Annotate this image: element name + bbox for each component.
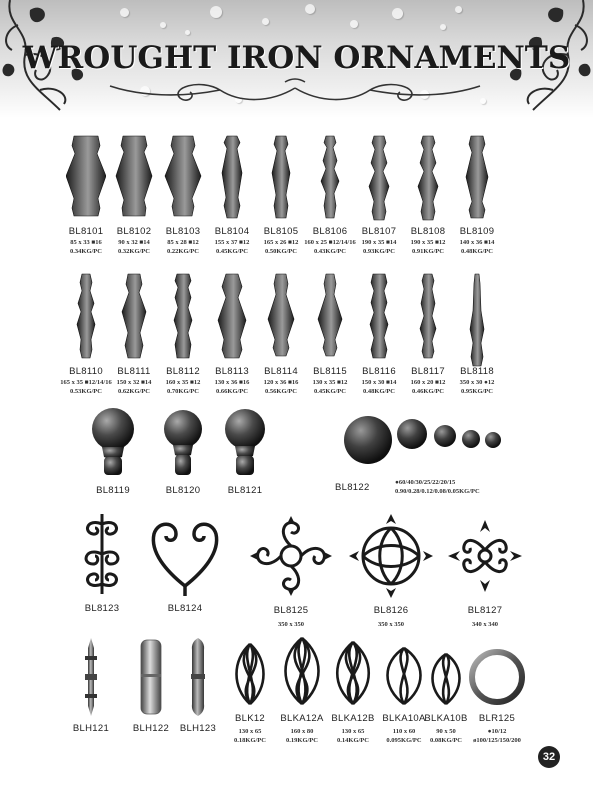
product-code: BL8119 [96, 485, 130, 496]
product-item [60, 272, 112, 395]
product-item [210, 405, 280, 496]
product-weight: 0.93KG/PC [363, 248, 395, 255]
product-item [354, 134, 404, 255]
product-size: 165 x 26 ■12 [263, 239, 299, 246]
product-size: ●10/12 [487, 728, 507, 735]
product-weight: 0.32KG/PC [118, 248, 150, 255]
hinge-image [68, 636, 114, 718]
page-number: 32 [538, 746, 560, 768]
product-item [72, 510, 132, 614]
product-code: BL8121 [227, 485, 263, 496]
product-item [452, 134, 502, 255]
product-size: 350 x 350 [278, 621, 304, 628]
twisted-basket-image [226, 640, 274, 708]
product-item [403, 272, 453, 395]
product-size: 160 x 35 ■12 [165, 379, 201, 386]
product-weight: 0.90/0.28/0.12/0.08/0.05KG/PC [395, 488, 480, 495]
baluster-image [261, 272, 301, 358]
product-code: BLKA12B [331, 713, 375, 724]
product-item [146, 516, 224, 614]
product-code: BL8123 [84, 603, 120, 614]
product-code: BL8118 [460, 366, 494, 377]
product-size: 340 x 340 [472, 621, 498, 628]
product-item [274, 634, 330, 745]
product-size: 150 x 30 ■14 [361, 379, 397, 386]
product-item [256, 134, 306, 255]
product-code: BL8120 [165, 485, 201, 496]
product-code: BL8122 [335, 482, 370, 493]
product-item [452, 272, 502, 395]
product-code: BLKA10B [424, 713, 468, 724]
product-size: 160 x 80 [290, 728, 314, 735]
baluster-image [114, 272, 154, 360]
product-code: BLH123 [179, 723, 217, 734]
baluster-image [163, 272, 203, 360]
product-item [61, 134, 111, 255]
ring-image [462, 646, 532, 708]
twisted-basket-image [326, 638, 380, 708]
rosette-panel-image [246, 512, 336, 600]
product-item [246, 512, 336, 629]
product-item [462, 646, 532, 745]
title-scroll-ornament [100, 78, 490, 108]
product-size: 350 x 30 ●12 [459, 379, 495, 386]
product-size: 130 x 65 [238, 728, 262, 735]
baluster-image [310, 272, 350, 358]
product-size: 85 x 28 ■12 [167, 239, 199, 246]
product-code: BL8124 [167, 603, 203, 614]
product-item [346, 512, 436, 629]
baluster-image [408, 272, 448, 360]
product-code: BL8109 [459, 226, 495, 237]
product-size: 130 x 65 [341, 728, 365, 735]
product-size: 90 x 50 [436, 728, 456, 735]
product-weight: 0.46KG/PC [412, 388, 444, 395]
product-code: BL8110 [69, 366, 103, 377]
baluster-image [212, 134, 252, 220]
product-weight: 0.95KG/PC [461, 388, 493, 395]
product-weight: 0.45KG/PC [314, 388, 346, 395]
product-code: BL8117 [411, 366, 445, 377]
product-item [226, 640, 274, 745]
scroll-panel-image [77, 510, 127, 598]
product-size: 350 x 350 [378, 621, 404, 628]
product-weight: 0.43KG/PC [314, 248, 346, 255]
product-code: BL8108 [410, 226, 446, 237]
product-item [68, 636, 114, 734]
product-weight: 0.48KG/PC [461, 248, 493, 255]
product-code: BL8116 [362, 366, 396, 377]
product-code: BL8114 [264, 366, 298, 377]
product-item [109, 134, 159, 255]
product-weight: 0.22KG/PC [167, 248, 199, 255]
product-item [354, 272, 404, 395]
product-weight: 0.53KG/PC [70, 388, 102, 395]
product-weight: 0.66KG/PC [216, 388, 248, 395]
s-scroll-image [146, 516, 224, 598]
product-size: 140 x 36 ■14 [459, 239, 495, 246]
product-weight: 0.62KG/PC [118, 388, 150, 395]
product-code: BL8103 [165, 226, 201, 237]
rosette-panel-image [346, 512, 436, 600]
rosette-panel-image [440, 512, 530, 600]
ball-finial-image [210, 405, 280, 480]
product-weight: 0.095KG/PC [386, 737, 422, 744]
product-weight: 0.45KG/PC [216, 248, 248, 255]
product-weight: 0.48KG/PC [363, 388, 395, 395]
baluster-image [408, 134, 448, 222]
product-item [305, 272, 355, 395]
product-size: 160 x 25 ■12/14/16 [304, 239, 356, 246]
product-code: BL8115 [313, 366, 347, 377]
baluster-image [114, 134, 154, 218]
product-code: BL8111 [117, 366, 151, 377]
product-code: BL8113 [215, 366, 249, 377]
baluster-image [163, 134, 203, 218]
product-code: BL8125 [273, 605, 309, 616]
product-item [256, 272, 306, 395]
product-item [207, 272, 257, 395]
product-size: ●60/40/30/25/22/20/15 [395, 479, 456, 486]
product-code: BLK12 [234, 713, 266, 724]
product-weight: 0.56KG/PC [265, 388, 297, 395]
product-size: 165 x 35 ■12/14/16 [60, 379, 112, 386]
baluster-image [457, 134, 497, 220]
baluster-image [66, 272, 106, 360]
product-size: 160 x 20 ■12 [410, 379, 446, 386]
product-code: BL8104 [214, 226, 250, 237]
product-code: BL8102 [116, 226, 152, 237]
product-weight: 0.34KG/PC [70, 248, 102, 255]
product-size: 90 x 32 ■14 [118, 239, 150, 246]
product-weight: 0.18KG/PC [234, 737, 266, 744]
product-item [158, 134, 208, 255]
baluster-image [66, 134, 106, 218]
product-item [440, 512, 530, 629]
product-size: 155 x 37 ■12 [214, 239, 250, 246]
product-code: BL8126 [373, 605, 409, 616]
baluster-image [457, 272, 497, 368]
product-item [175, 636, 221, 734]
product-item [403, 134, 453, 255]
product-size: 150 x 32 ■14 [116, 379, 152, 386]
twisted-basket-image [378, 644, 430, 708]
product-size: 120 x 36 ■16 [263, 379, 299, 386]
baluster-image [212, 272, 252, 360]
product-code: BLR125 [478, 713, 516, 724]
hinge-image [128, 636, 174, 718]
product-weight: 0.91KG/PC [412, 248, 444, 255]
ball-finial-image [148, 405, 218, 480]
product-weight: ø100/125/150/200 [473, 737, 521, 744]
baluster-image [359, 134, 399, 222]
product-weight: 0.08KG/PC [430, 737, 462, 744]
product-item [158, 272, 208, 395]
product-weight: 0.70KG/PC [167, 388, 199, 395]
product-weight: 0.19KG/PC [286, 737, 318, 744]
product-weight: 0.14KG/PC [337, 737, 369, 744]
product-code: BL8112 [166, 366, 200, 377]
product-size: 110 x 60 [392, 728, 416, 735]
steel-spheres-image [335, 412, 535, 472]
product-size: 190 x 35 ■14 [361, 239, 397, 246]
product-code: BL8127 [467, 605, 503, 616]
hinge-image [175, 636, 221, 718]
product-code: BLH121 [72, 723, 110, 734]
product-code: BL8101 [68, 226, 104, 237]
product-size: 190 x 35 ■12 [410, 239, 446, 246]
baluster-image [359, 272, 399, 360]
product-item [326, 638, 380, 745]
twisted-basket-image [274, 634, 330, 708]
product-code: BLKA12A [280, 713, 324, 724]
product-item [304, 134, 356, 255]
page-title: WROUGHT IRON ORNAMENTS [22, 40, 571, 76]
product-item [378, 644, 430, 745]
product-item [207, 134, 257, 255]
baluster-image [310, 134, 350, 220]
product-weight: 0.50KG/PC [265, 248, 297, 255]
product-code: BL8107 [361, 226, 397, 237]
product-item [148, 405, 218, 496]
product-code: BL8106 [312, 226, 348, 237]
product-item [128, 636, 174, 734]
product-item [335, 412, 535, 495]
product-code: BL8105 [263, 226, 299, 237]
ball-finial-image [78, 405, 148, 480]
product-code: BLH122 [132, 723, 170, 734]
product-size: 130 x 35 ■12 [312, 379, 348, 386]
product-size: 85 x 33 ■16 [70, 239, 102, 246]
baluster-image [261, 134, 301, 220]
product-item [109, 272, 159, 395]
header-banner [0, 0, 593, 118]
product-item [78, 405, 148, 496]
product-size: 130 x 36 ■16 [214, 379, 250, 386]
product-code: BLKA10A [382, 713, 426, 724]
